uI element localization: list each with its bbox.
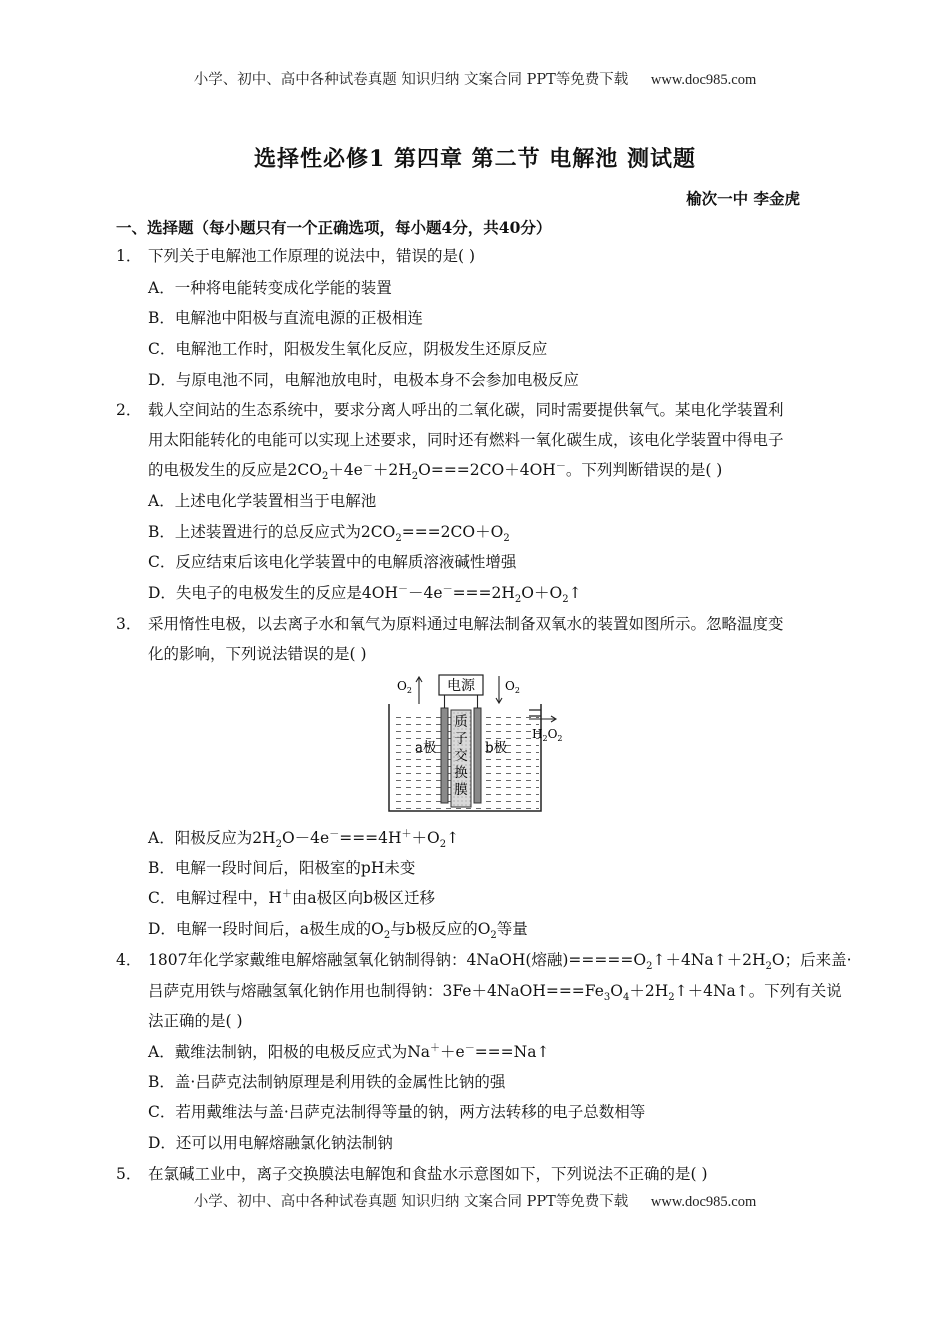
page-header xyxy=(0,68,950,89)
q2-option-a: A．上述电化学装置相当于电解池 xyxy=(148,492,377,510)
page-title: 选择性必修1 第四章 第二节 电解池 测试题 xyxy=(254,146,696,172)
q2-option-b: B．上述装置进行的总反应式为$2CO_2===2CO+O_2$ xyxy=(148,523,510,545)
q3-option-c: C．电解过程中，H＋由a极区向b极区迁移 xyxy=(148,888,436,907)
q3-option-d: D．电解一段时间后，a极生成的$O_2$与b极反应的$O_2$等量 xyxy=(148,920,528,942)
q1-option-b: B．电解池中阳极与直流电源的正极相连 xyxy=(148,309,423,327)
q3-stem-line1: 采用惰性电极，以去离子水和氧气为原料通过电解法制备双氧水的装置如图所示。忽略温度变 xyxy=(148,615,784,633)
electrode-b xyxy=(474,708,481,803)
q4-option-c: C．若用戴维法与盖·吕萨克法制得等量的钠，两方法转移的电子总数相等 xyxy=(148,1103,646,1121)
o2-in-arrow xyxy=(496,676,502,703)
membrane-char: 换 xyxy=(454,765,468,781)
q2-option-c: C．反应结束后该电化学装置中的电解质溶液碱性增强 xyxy=(148,553,517,571)
o2-out-arrow xyxy=(416,677,422,704)
q2-stem-line3: 的电极发生的反应是$2CO_2+4e^-+2H_2O===2CO+4OH^-$。下列判断错误的是( ) xyxy=(148,460,723,483)
outlet-pipe xyxy=(529,710,541,716)
o2-left-label: $O_2$ xyxy=(397,679,412,695)
q4-option-a: A．戴维法制钠，阳极的电极反应式为Na＋＋e－===Na↑ xyxy=(148,1042,550,1061)
q4-stem-line2: 吕萨克用铁与熔融氢氧化钠作用也制得钠：$3Fe+4NaOH===Fe_3O_4+2H_2↑+4Na↑$。下列有关说 xyxy=(148,982,842,1004)
q5-number: 5． xyxy=(116,1165,142,1183)
author: 榆次一中 李金虎 xyxy=(686,189,800,208)
membrane-char: 质 xyxy=(454,714,468,730)
electrolysis-diagram xyxy=(385,672,585,814)
q4-number: 4． xyxy=(116,951,142,969)
a-pole-label: a极 xyxy=(415,740,437,756)
q4-stem-line1: 1807年化学家戴维电解熔融氢氧化钠制得钠：4NaOH(熔融)$=====O_2↑+4Na↑+2H_2O$；后来盖· xyxy=(148,951,852,973)
q4-option-b: B．盖·吕萨克法制钠原理是利用铁的金属性比钠的强 xyxy=(148,1073,506,1091)
membrane-char: 膜 xyxy=(454,782,468,798)
q4-stem-line3: 法正确的是( ) xyxy=(148,1012,243,1030)
q1-option-a: A．一种将电能转变成化学能的装置 xyxy=(148,279,392,297)
q2-number: 2． xyxy=(116,401,142,419)
q3-option-b: B．电解一段时间后，阳极室的pH未变 xyxy=(148,859,416,877)
electrode-a xyxy=(441,708,448,803)
membrane-char: 交 xyxy=(454,748,468,764)
q1-option-c: C．电解池工作时，阳极发生氧化反应，阴极发生还原反应 xyxy=(148,340,548,358)
q1-stem: 下列关于电解池工作原理的说法中，错误的是( ) xyxy=(148,247,476,265)
section-heading: 一、选择题（每小题只有一个正确选项，每小题4分，共40分） xyxy=(116,218,552,237)
header-url[interactable]: www.doc985.com xyxy=(650,72,757,88)
o2-right-label: $O_2$ xyxy=(505,679,520,695)
q5-stem: 在氯碱工业中，离子交换膜法电解饱和食盐水示意图如下，下列说法不正确的是( ) xyxy=(148,1165,708,1183)
q4-option-d: D．还可以用电解熔融氯化钠法制钠 xyxy=(148,1134,393,1152)
h2o2-label: $H_2O_2$ xyxy=(532,727,563,743)
q3-option-a: A．阳极反应为$2H_2O-4e^-===4H^++O_2↑$ xyxy=(148,828,460,851)
q1-number: 1． xyxy=(116,247,142,265)
q2-stem-line2: 用太阳能转化的电能可以实现上述要求，同时还有燃料一氧化碳生成，该电化学装置中得电子 xyxy=(148,431,784,449)
footer-text: 小学、初中、高中各种试卷真题 知识归纳 文案合同 PPT等免费下载 xyxy=(193,1194,629,1210)
power-source-label: 电源 xyxy=(447,678,475,694)
footer-url[interactable]: www.doc985.com xyxy=(650,1194,757,1210)
q1-option-d: D．与原电池不同，电解池放电时，电极本身不会参加电极反应 xyxy=(148,371,579,389)
membrane-char: 子 xyxy=(454,731,468,747)
page-footer xyxy=(0,1190,950,1211)
q2-stem-line1: 载人空间站的生态系统中，要求分离人呼出的二氧化碳，同时需要提供氧气。某电化学装置利 xyxy=(148,401,784,419)
b-pole-label: b极 xyxy=(485,740,508,756)
q3-number: 3． xyxy=(116,615,142,633)
q2-option-d: D．失电子的电极发生的反应是$4OH^--4e^-===2H_2O+O_2↑$ xyxy=(148,583,582,606)
header-text: 小学、初中、高中各种试卷真题 知识归纳 文案合同 PPT等免费下载 xyxy=(193,72,629,88)
q3-stem-line2: 化的影响，下列说法错误的是( ) xyxy=(148,645,367,663)
